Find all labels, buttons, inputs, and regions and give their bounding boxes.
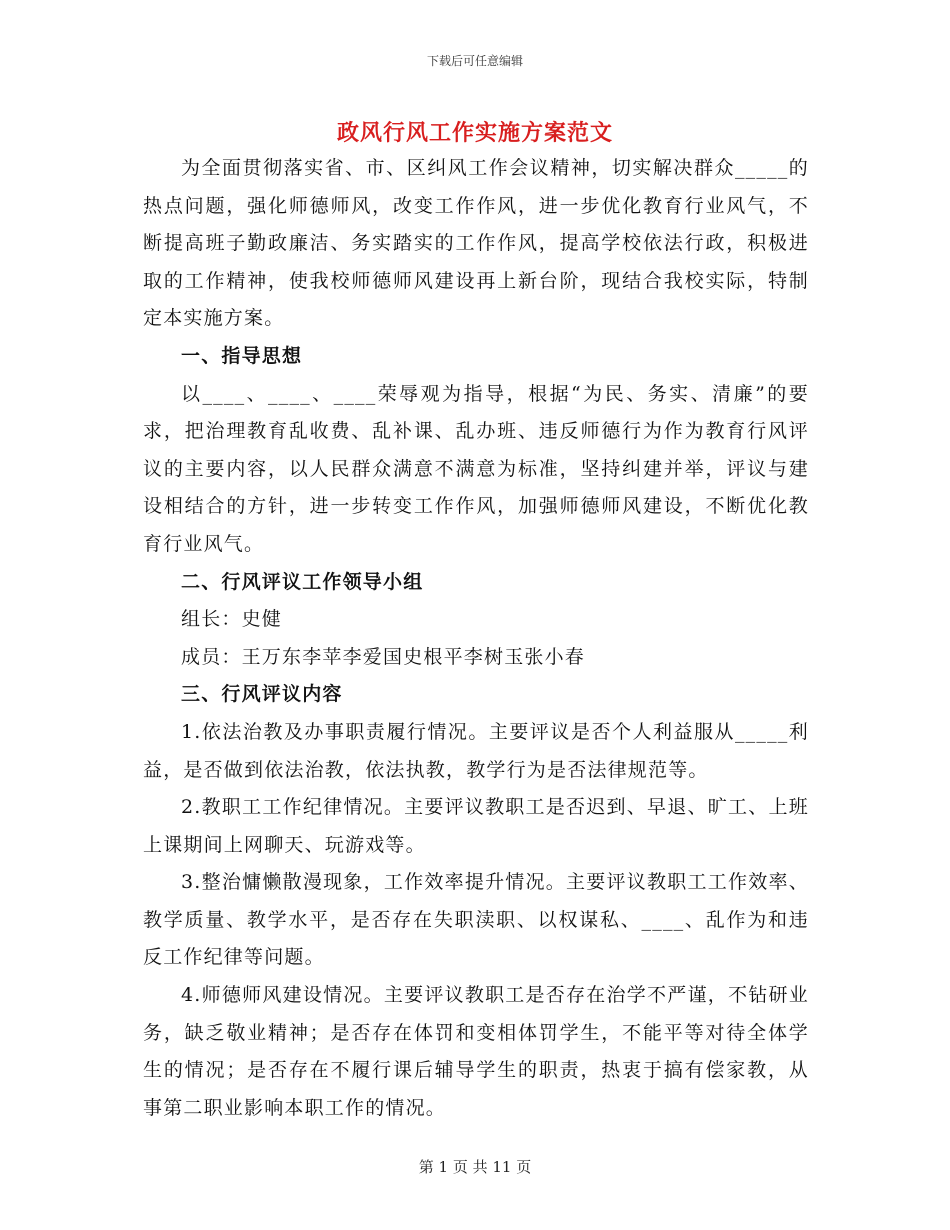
group-leader-line: 组长：史健: [181, 608, 283, 631]
section-heading-evaluation-content: 三、行风评议内容: [181, 683, 343, 706]
guiding-ideology-paragraph: 以____、____、____荣辱观为指导，根据“为民、务实、清廉”的要求，把治理教育乱收费、乱补课、乱办班、违反师德行为作为教育行风评议的主要内容，以人民群众满意不满意为标准，坚持纠建并举，评议与建设相结合的方针，进一步转变工作作风，加强师德师风建设，不断优化教育行业风气。: [143, 382, 809, 555]
evaluation-item-4: 4.师德师风建设情况。主要评议教职工是否存在治学不严谨，不钻研业务，缺乏敬业精神；是否存在体罚和变相体罚学生，不能平等对待全体学生的情况；是否存在不履行课后辅导学生的职责，热衷于搞有偿家教，从事第二职业影响本职工作的情况。: [143, 984, 809, 1119]
section-heading-leadership-group: 二、行风评议工作领导小组: [181, 570, 424, 593]
group-members-line: 成员：王万东李苹李爱国史根平李树玉张小春: [181, 645, 586, 668]
header-note: 下载后可任意编辑: [426, 54, 523, 68]
intro-paragraph: 为全面贯彻落实省、市、区纠风工作会议精神，切实解决群众_____的热点问题，强化师德师风，改变工作作风，进一步优化教育行业风气，不断提高班子勤政廉洁、务实踏实的工作作风，提高学校依法行政，积极进取的工作精神，使我校师德师风建设再上新台阶，现结合我校实际，特制定本实施方案。: [143, 157, 809, 330]
evaluation-item-2: 2.教职工工作纪律情况。主要评议教职工是否迟到、早退、旷工、上班上课期间上网聊天、玩游戏等。: [143, 796, 809, 856]
evaluation-item-3: 3.整治慵懒散漫现象，工作效率提升情况。主要评议教职工工作效率、教学质量、教学水平，是否存在失职渎职、以权谋私、____、乱作为和违反工作纪律等问题。: [143, 871, 809, 969]
evaluation-item-1: 1.依法治教及办事职责履行情况。主要评议是否个人利益服从_____利益，是否做到依法治教，依法执教，教学行为是否法律规范等。: [143, 720, 809, 781]
document-body: [143, 150, 809, 1127]
document-title: 政风行风工作实施方案范文: [336, 120, 613, 146]
section-heading-guiding-ideology: 一、指导思想: [181, 344, 303, 367]
page-number: 第 1 页 共 11 页: [418, 1158, 532, 1176]
